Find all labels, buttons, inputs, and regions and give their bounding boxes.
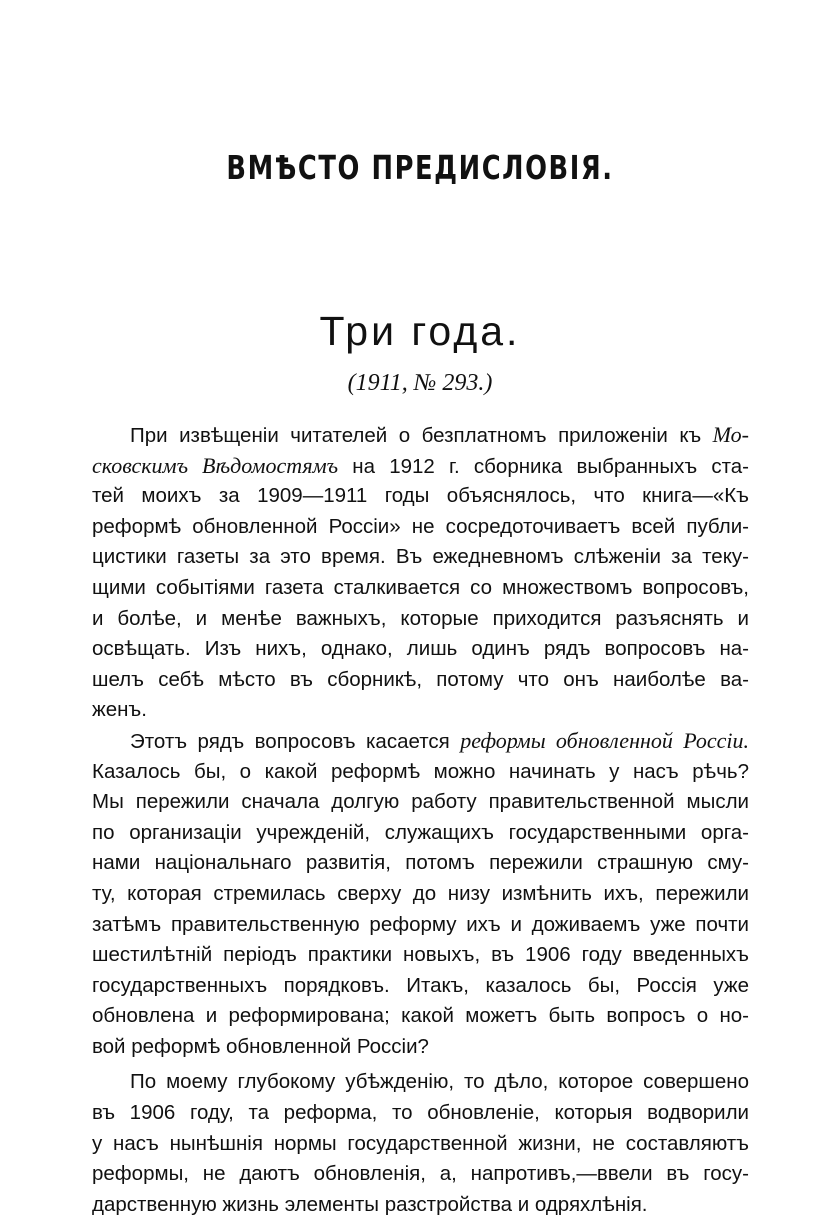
text-line: женъ. xyxy=(92,698,147,722)
text-line: щими событіями газета сталкивается со множествомъ вопросовъ, xyxy=(92,575,749,599)
text-line: По моему глубокому убѣжденію, то дѣло, которое совершено xyxy=(130,1070,749,1094)
text-line: реформы, не даютъ обновленія, а, напротивъ,—ввели въ госу- xyxy=(92,1162,749,1186)
italic-run: сковскимъ Вѣдомостямъ xyxy=(92,452,339,478)
text-line: дарственную жизнь элементы разстройства и одряхлѣнія. xyxy=(92,1192,648,1216)
article-source: (1911, № 293.) xyxy=(347,370,493,396)
text-line: обновлена и реформирована; какой можетъ быть вопросъ о но- xyxy=(92,1004,749,1028)
text-line: тей моихъ за 1909—1911 годы объяснялось, что книга—«Къ xyxy=(92,484,749,508)
text-line: вой реформѣ обновленной Россіи? xyxy=(92,1034,429,1058)
text-run: Этотъ рядъ вопросовъ касается xyxy=(130,729,461,753)
text-line: шелъ себѣ мѣсто въ сборникѣ, потому что онъ наиболѣе ва- xyxy=(92,667,749,691)
text-line: государственныхъ порядковъ. Итакъ, казалось бы, Россія уже xyxy=(92,973,749,997)
text-line: шестилѣтній періодъ практики новыхъ, въ 1906 году введенныхъ xyxy=(92,943,749,967)
text-run: При извѣщеніи читателей о безплатномъ приложеніи къ xyxy=(130,424,713,447)
text-line xyxy=(92,451,749,482)
text-line xyxy=(92,420,749,451)
text-line: ту, которая стремилась сверху до низу измѣнить ихъ, пережили xyxy=(92,881,749,905)
text-line: Казалось бы, о какой реформѣ можно начинать у насъ рѣчь? xyxy=(92,759,749,783)
text-line xyxy=(92,726,749,757)
text-line: реформѣ обновленной Россіи» не сосредоточиваетъ всей публи- xyxy=(92,514,749,538)
text-line: освѣщать. Изъ нихъ, однако, лишь одинъ рядъ вопросовъ на- xyxy=(92,637,749,661)
text-line: Мы пережили сначала долгую работу правительственной мысли xyxy=(92,790,749,814)
text-line: у насъ нынѣшнія нормы государственной жизни, не составляютъ xyxy=(92,1131,749,1155)
text-line: по организаціи учрежденій, служащихъ государственными орга- xyxy=(92,820,749,844)
text-line: и болѣе, и менѣе важныхъ, которые приходится разъяснять и xyxy=(92,606,749,630)
text-line: затѣмъ правительственную реформу ихъ и доживаемъ уже почти xyxy=(92,912,749,936)
text-line: нами національнаго развитія, потомъ пережили страшную сму- xyxy=(92,851,749,875)
body-text xyxy=(92,420,749,1220)
article-title: Три года. xyxy=(319,308,521,354)
italic-run: Мо- xyxy=(712,422,749,447)
text-line: цистики газеты за это время. Въ ежедневномъ слѣженіи за теку- xyxy=(92,545,749,569)
section-heading: ВМѢСТО ПРЕДИСЛОВІЯ. xyxy=(226,148,614,187)
text-line: въ 1906 году, та реформа, то обновленіе, которыя водворили xyxy=(92,1101,749,1125)
italic-run: реформы обновленной Россіи. xyxy=(460,727,749,753)
text-run: на 1912 г. сборника выбранныхъ ста- xyxy=(338,454,749,478)
